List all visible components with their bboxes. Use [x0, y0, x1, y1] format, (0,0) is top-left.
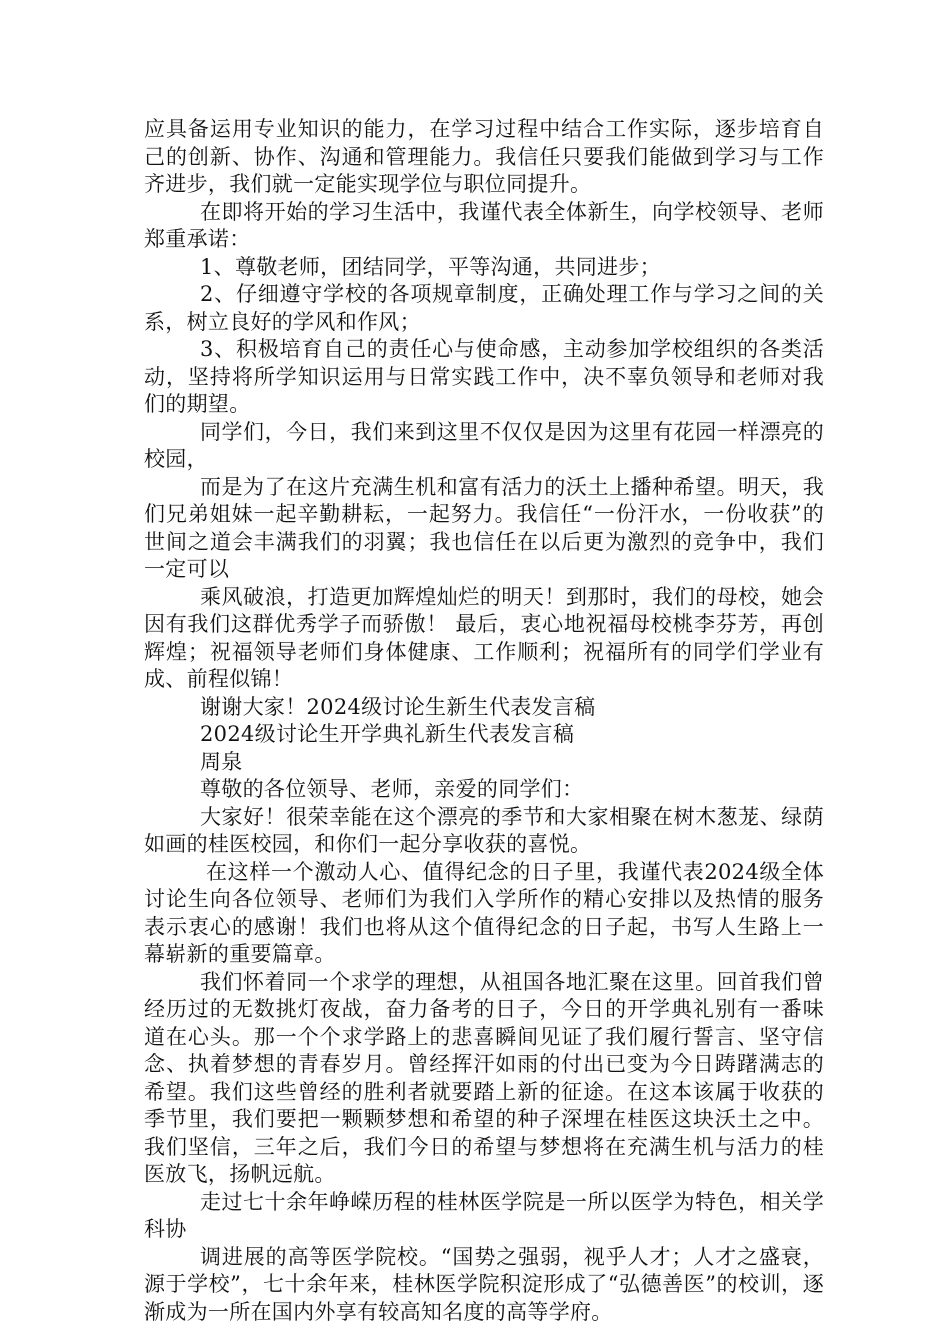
paragraph-1: 应具备运用专业知识的能力，在学习过程中结合工作实际，逐步培育自己的创新、协作、沟通和管理能力。我信任只要我们能做到学习与工作齐进步，我们就一定能实现学位与职位同提升。: [144, 117, 824, 196]
paragraph-17: 调进展的高等医学院校。“国势之强弱，视乎人才；人才之盛衰，源于学校”，七十余年来，桂林医学院积淀形成了“弘德善医”的校训，逐渐成为一所在国内外享有较高知名度的高等学府。: [144, 1244, 824, 1324]
paragraph-14: 在这样一个激动人心、值得纪念的日子里，我谨代表2024级全体讨论生向各位领导、老师们为我们入学所作的精心安排以及热情的服务表示衷心的感谢！我们也将从这个值得纪念的日子起，书写人生路上一幕崭新的重要篇章。: [144, 859, 824, 966]
closing-line: 谢谢大家！2024级讨论生新生代表发言稿: [200, 694, 596, 719]
paragraph-16: 走过七十余年峥嵘历程的桂林医学院是一所以医学为特色，相关学科协: [144, 1189, 824, 1241]
document-page: [144, 116, 824, 1326]
pledge-item-3: 3、积极培育自己的责任心与使命感，主动参加学校组织的各类活动，坚持将所学知识运用与日常实践工作中，决不辜负领导和老师对我们的期望。: [144, 337, 824, 416]
speaker-name: 周泉: [200, 749, 243, 774]
paragraph-13: 大家好！很荣幸能在这个漂亮的季节和大家相聚在树木葱茏、绿荫如画的桂医校园，和你们一起分享收获的喜悦。: [144, 804, 824, 856]
paragraph-15: 我们怀着同一个求学的理想，从祖国各地汇聚在这里。回首我们曾经历过的无数挑灯夜战，奋力备考的日子，今日的开学典礼别有一番味道在心头。那一个个求学路上的悲喜瞬间见证了我们履行誓言、坚守信念、执着梦想的青春岁月。曾经挥汗如雨的付出已变为今日踌躇满志的希望。我们这些曾经的胜利者就要踏上新的征途。在这本该属于收获的季节里，我们要把一颗颗梦想和希望的种子深埋在桂医这块沃土之中。我们坚信，三年之后，我们今日的希望与梦想将在充满生机与活力的桂医放飞，扬帆远航。: [144, 969, 824, 1186]
paragraph-8: 乘风破浪，打造更加辉煌灿烂的明天！到那时，我们的母校，她会因有我们这群优秀学子而骄傲！ 最后，衷心地祝福母校桃李芬芳，再创辉煌；祝福领导老师们身体健康、工作顺利；祝福所有的同学们学业有成、前程似锦！: [144, 584, 824, 691]
pledge-item-2: 2、仔细遵守学校的各项规章制度，正确处理工作与学习之间的关系，树立良好的学风和作风；: [144, 282, 824, 334]
paragraph-6: 同学们，今日，我们来到这里不仅仅是因为这里有花园一样漂亮的校园，: [144, 419, 824, 471]
paragraph-7: 而是为了在这片充满生机和富有活力的沃土上播种希望。明天，我们兄弟姐妹一起辛勤耕耘，一起努力。我信任“一份汗水，一份收获”的世间之道会丰满我们的羽翼；我也信任在以后更为激烈的竞争中，我们一定可以: [144, 474, 824, 581]
salutation: 尊敬的各位领导、老师，亲爱的同学们：: [200, 777, 584, 801]
pledge-item-1: 1、尊敬老师，团结同学，平等沟通，共同进步；: [200, 254, 661, 279]
paragraph-2: 在即将开始的学习生活中，我谨代表全体新生，向学校领导、老师郑重承诺：: [144, 199, 824, 251]
speech-title: 2024级讨论生开学典礼新生代表发言稿: [200, 722, 575, 746]
